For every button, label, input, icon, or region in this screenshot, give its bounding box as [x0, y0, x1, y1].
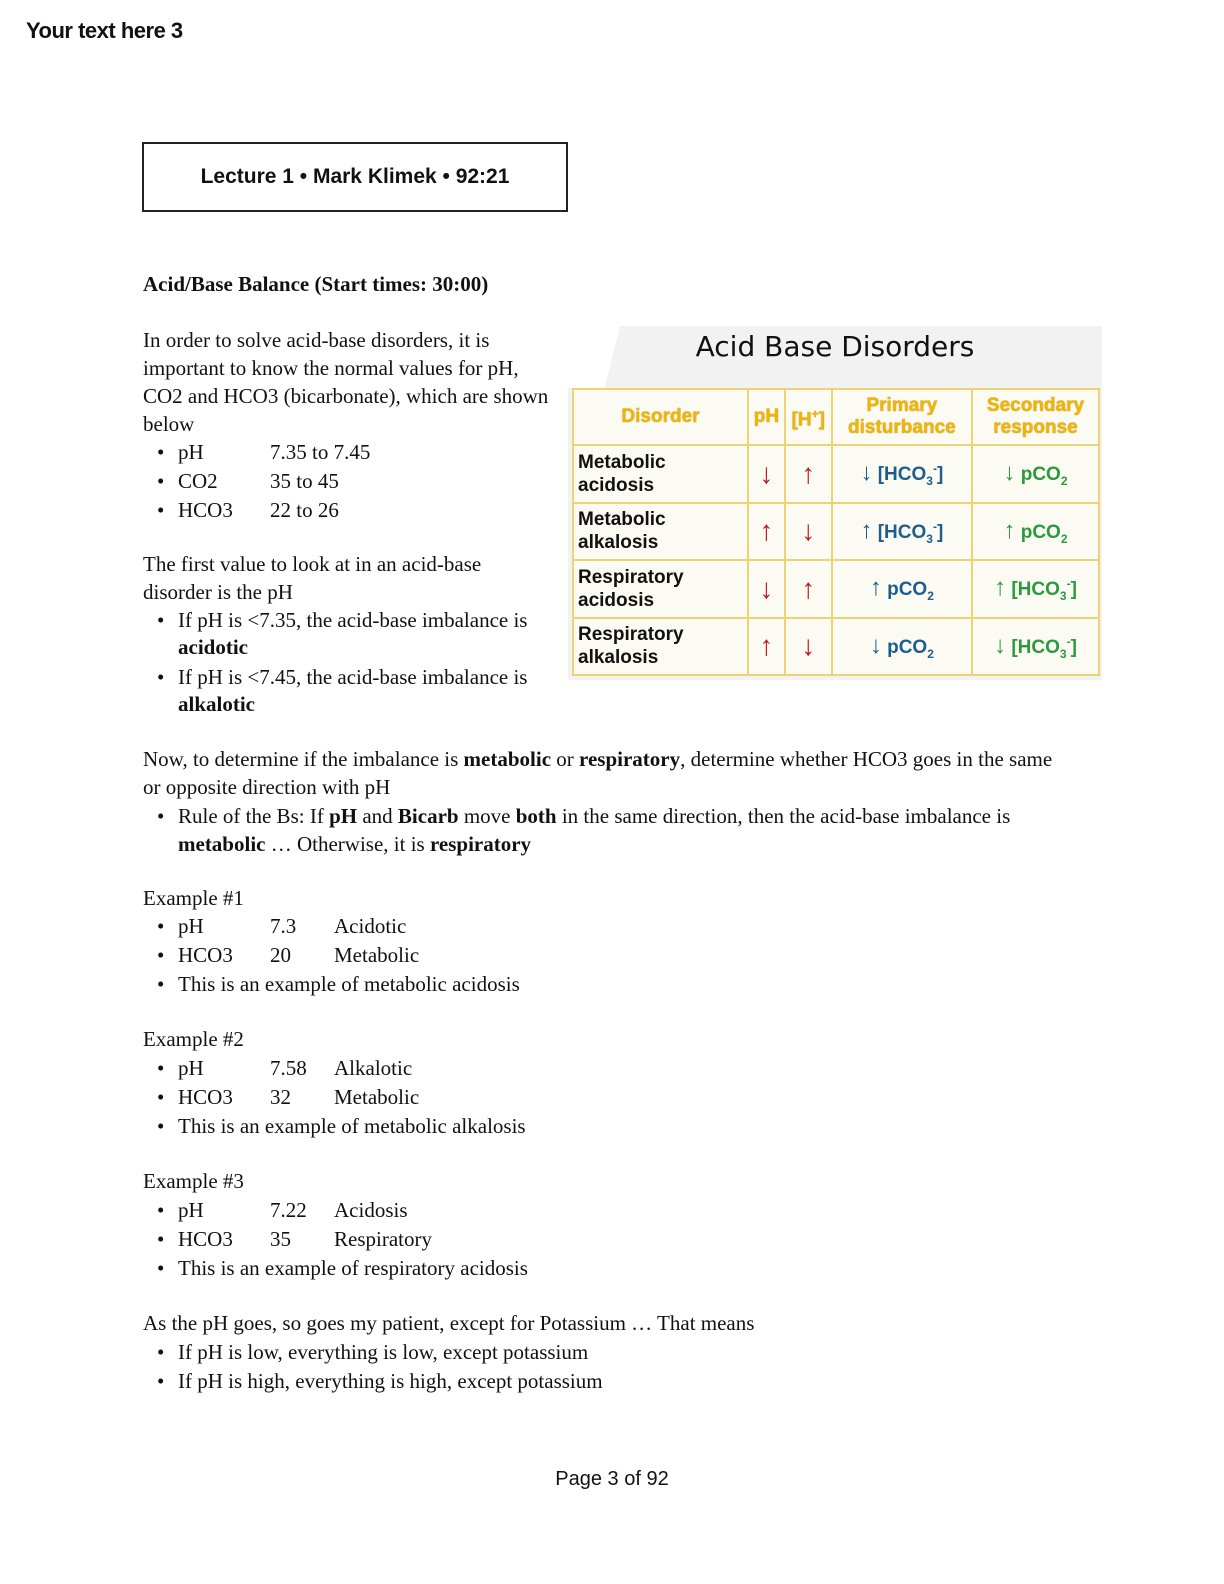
list-item [143, 607, 568, 661]
ph-arrow-cell: ↓ [748, 560, 785, 618]
table-row [573, 560, 1099, 618]
text-run: Now, to determine if the imbalance is [143, 747, 464, 771]
value-name: CO2 [178, 469, 218, 493]
bold-run: pH [329, 804, 358, 828]
list-item [143, 802, 1023, 858]
h-arrow-cell: ↑ [785, 445, 832, 503]
text-run: … Otherwise, it is [265, 832, 430, 856]
acid-base-table [572, 388, 1100, 676]
example-title: Example #3 [143, 1169, 244, 1193]
example-value: 32 [270, 1085, 291, 1109]
value-name: HCO3 [178, 498, 233, 522]
first-value-paragraph: The first value to look at in an acid-base disorder is the pH [143, 552, 482, 604]
list-item [143, 1054, 526, 1083]
example-note: Acidosis [334, 1198, 408, 1222]
rule-of-bs-list [143, 802, 1023, 858]
intro-paragraph: In order to solve acid-base disorders, it is important to know the normal values for pH, CO2 and HCO3 (bicarbonate), which are shown below [143, 328, 549, 436]
example-conclusion: This is an example of metabolic acidosis [178, 972, 520, 996]
page-footer: Page 3 of 92 [555, 1468, 669, 1490]
value-range: 22 to 26 [270, 498, 339, 522]
example-value: 35 [270, 1227, 291, 1251]
potassium-paragraph: As the pH goes, so goes my patient, except for Potassium … That means [143, 1311, 755, 1335]
value-range: 35 to 45 [270, 469, 339, 493]
list-item [143, 1254, 528, 1283]
primary-cell: ↓ pCO$_2$ [832, 618, 972, 676]
rule-bold: acidotic [178, 635, 248, 659]
bold-run: metabolic [178, 832, 266, 856]
secondary-cell: ↑ $[HCO_3^-]$ [972, 560, 1099, 618]
header-ph: pH [748, 389, 785, 445]
example-name: HCO3 [178, 943, 233, 967]
value-range: 7.35 to 7.45 [270, 440, 371, 464]
header-h: [H+] [785, 389, 832, 445]
ph-arrow-cell: ↑ [748, 503, 785, 561]
page-header-text: Your text here 3 [26, 18, 183, 43]
table-row [573, 618, 1099, 676]
list-item [143, 438, 370, 467]
table-row [573, 445, 1099, 503]
ph-arrow-cell: ↑ [748, 618, 785, 676]
potassium-list [143, 1338, 603, 1396]
value-name: pH [178, 440, 204, 464]
example-note: Metabolic [334, 943, 420, 967]
text-run: or [551, 747, 580, 771]
example-name: HCO3 [178, 1227, 233, 1251]
h-arrow-cell: ↑ [785, 560, 832, 618]
example-name: HCO3 [178, 1085, 233, 1109]
list-item [143, 912, 520, 941]
text-run: and [357, 804, 398, 828]
table-row [573, 503, 1099, 561]
lecture-title: Lecture 1 • Mark Klimek • 92:21 [200, 165, 510, 188]
list-item [143, 970, 520, 999]
primary-cell: ↑ $[HCO_3^-]$ [832, 503, 972, 561]
list-item [143, 467, 370, 496]
example-value: 7.3 [270, 914, 297, 938]
disorder-cell: Metabolic acidosis [573, 445, 748, 503]
text-run: , determine whether HCO3 goes in the same or opposite direction with pH [143, 747, 1053, 799]
bold-run: respiratory [429, 832, 532, 856]
example-name: pH [178, 914, 204, 938]
normal-values-list [143, 438, 370, 525]
text-run: Rule of the Bs: If [178, 804, 330, 828]
example-title: Example #1 [143, 886, 244, 910]
example-list [143, 1196, 528, 1283]
list-item [143, 1196, 528, 1225]
disorder-cell: Respiratory alkalosis [573, 618, 748, 676]
list-item [143, 1083, 526, 1112]
example-title: Example #2 [143, 1027, 244, 1051]
example-name: pH [178, 1056, 204, 1080]
bold-run: respiratory [579, 747, 681, 771]
list-item: • If pH is high, everything is high, except potassium [143, 1367, 603, 1396]
rule-text: If pH is <7.35, the acid-base imbalance is [178, 608, 528, 632]
ph-rules-list [143, 607, 568, 718]
rule-text: If pH is <7.45, the acid-base imbalance is [178, 665, 528, 689]
bold-run: Bicarb [397, 804, 459, 828]
example-list [143, 912, 520, 999]
example-value: 7.22 [270, 1198, 307, 1222]
disorder-cell: Respiratory acidosis [573, 560, 748, 618]
example-note: Acidotic [334, 914, 407, 938]
primary-cell: ↓ $[HCO_3^-]$ [832, 445, 972, 503]
section-title: Acid/Base Balance (Start times: 30:00) [143, 272, 489, 296]
text-run: move [458, 804, 516, 828]
acid-base-disorders-figure [568, 326, 1102, 680]
example-value: 20 [270, 943, 291, 967]
table-header-row [573, 389, 1099, 445]
example-name: pH [178, 1198, 204, 1222]
figure-title: Acid Base Disorders [695, 330, 975, 363]
list-item [143, 941, 520, 970]
example-value: 7.58 [270, 1056, 307, 1080]
example-conclusion: This is an example of respiratory acidosis [178, 1256, 528, 1280]
example-note: Metabolic [334, 1085, 420, 1109]
header-disorder: Disorder [573, 389, 748, 445]
header-primary: Primary disturbance [832, 389, 972, 445]
secondary-cell: ↑ pCO$_2$ [972, 503, 1099, 561]
list-item: • If pH is low, everything is low, except potassium [143, 1338, 603, 1367]
primary-cell: ↑ pCO$_2$ [832, 560, 972, 618]
example-conclusion: This is an example of metabolic alkalosis [178, 1114, 526, 1138]
rule-bold: alkalotic [178, 692, 255, 716]
list-item [143, 1225, 528, 1254]
header-secondary: Secondary response [972, 389, 1099, 445]
h-arrow-cell: ↓ [785, 618, 832, 676]
bold-run: both [515, 804, 557, 828]
ph-arrow-cell: ↓ [748, 445, 785, 503]
h-arrow-cell: ↓ [785, 503, 832, 561]
example-note: Respiratory [334, 1227, 432, 1251]
list-item [143, 1112, 526, 1141]
determine-paragraph [143, 745, 1073, 801]
list-item [143, 664, 568, 718]
lecture-box [142, 142, 568, 212]
text-run: in the same direction, then the acid-base imbalance is [556, 804, 1011, 828]
secondary-cell: ↓ $[HCO_3^-]$ [972, 618, 1099, 676]
example-note: Alkalotic [334, 1056, 413, 1080]
list-item [143, 496, 370, 525]
bold-run: metabolic [463, 747, 552, 771]
secondary-cell: ↓ pCO$_2$ [972, 445, 1099, 503]
disorder-cell: Metabolic alkalosis [573, 503, 748, 561]
example-list [143, 1054, 526, 1141]
